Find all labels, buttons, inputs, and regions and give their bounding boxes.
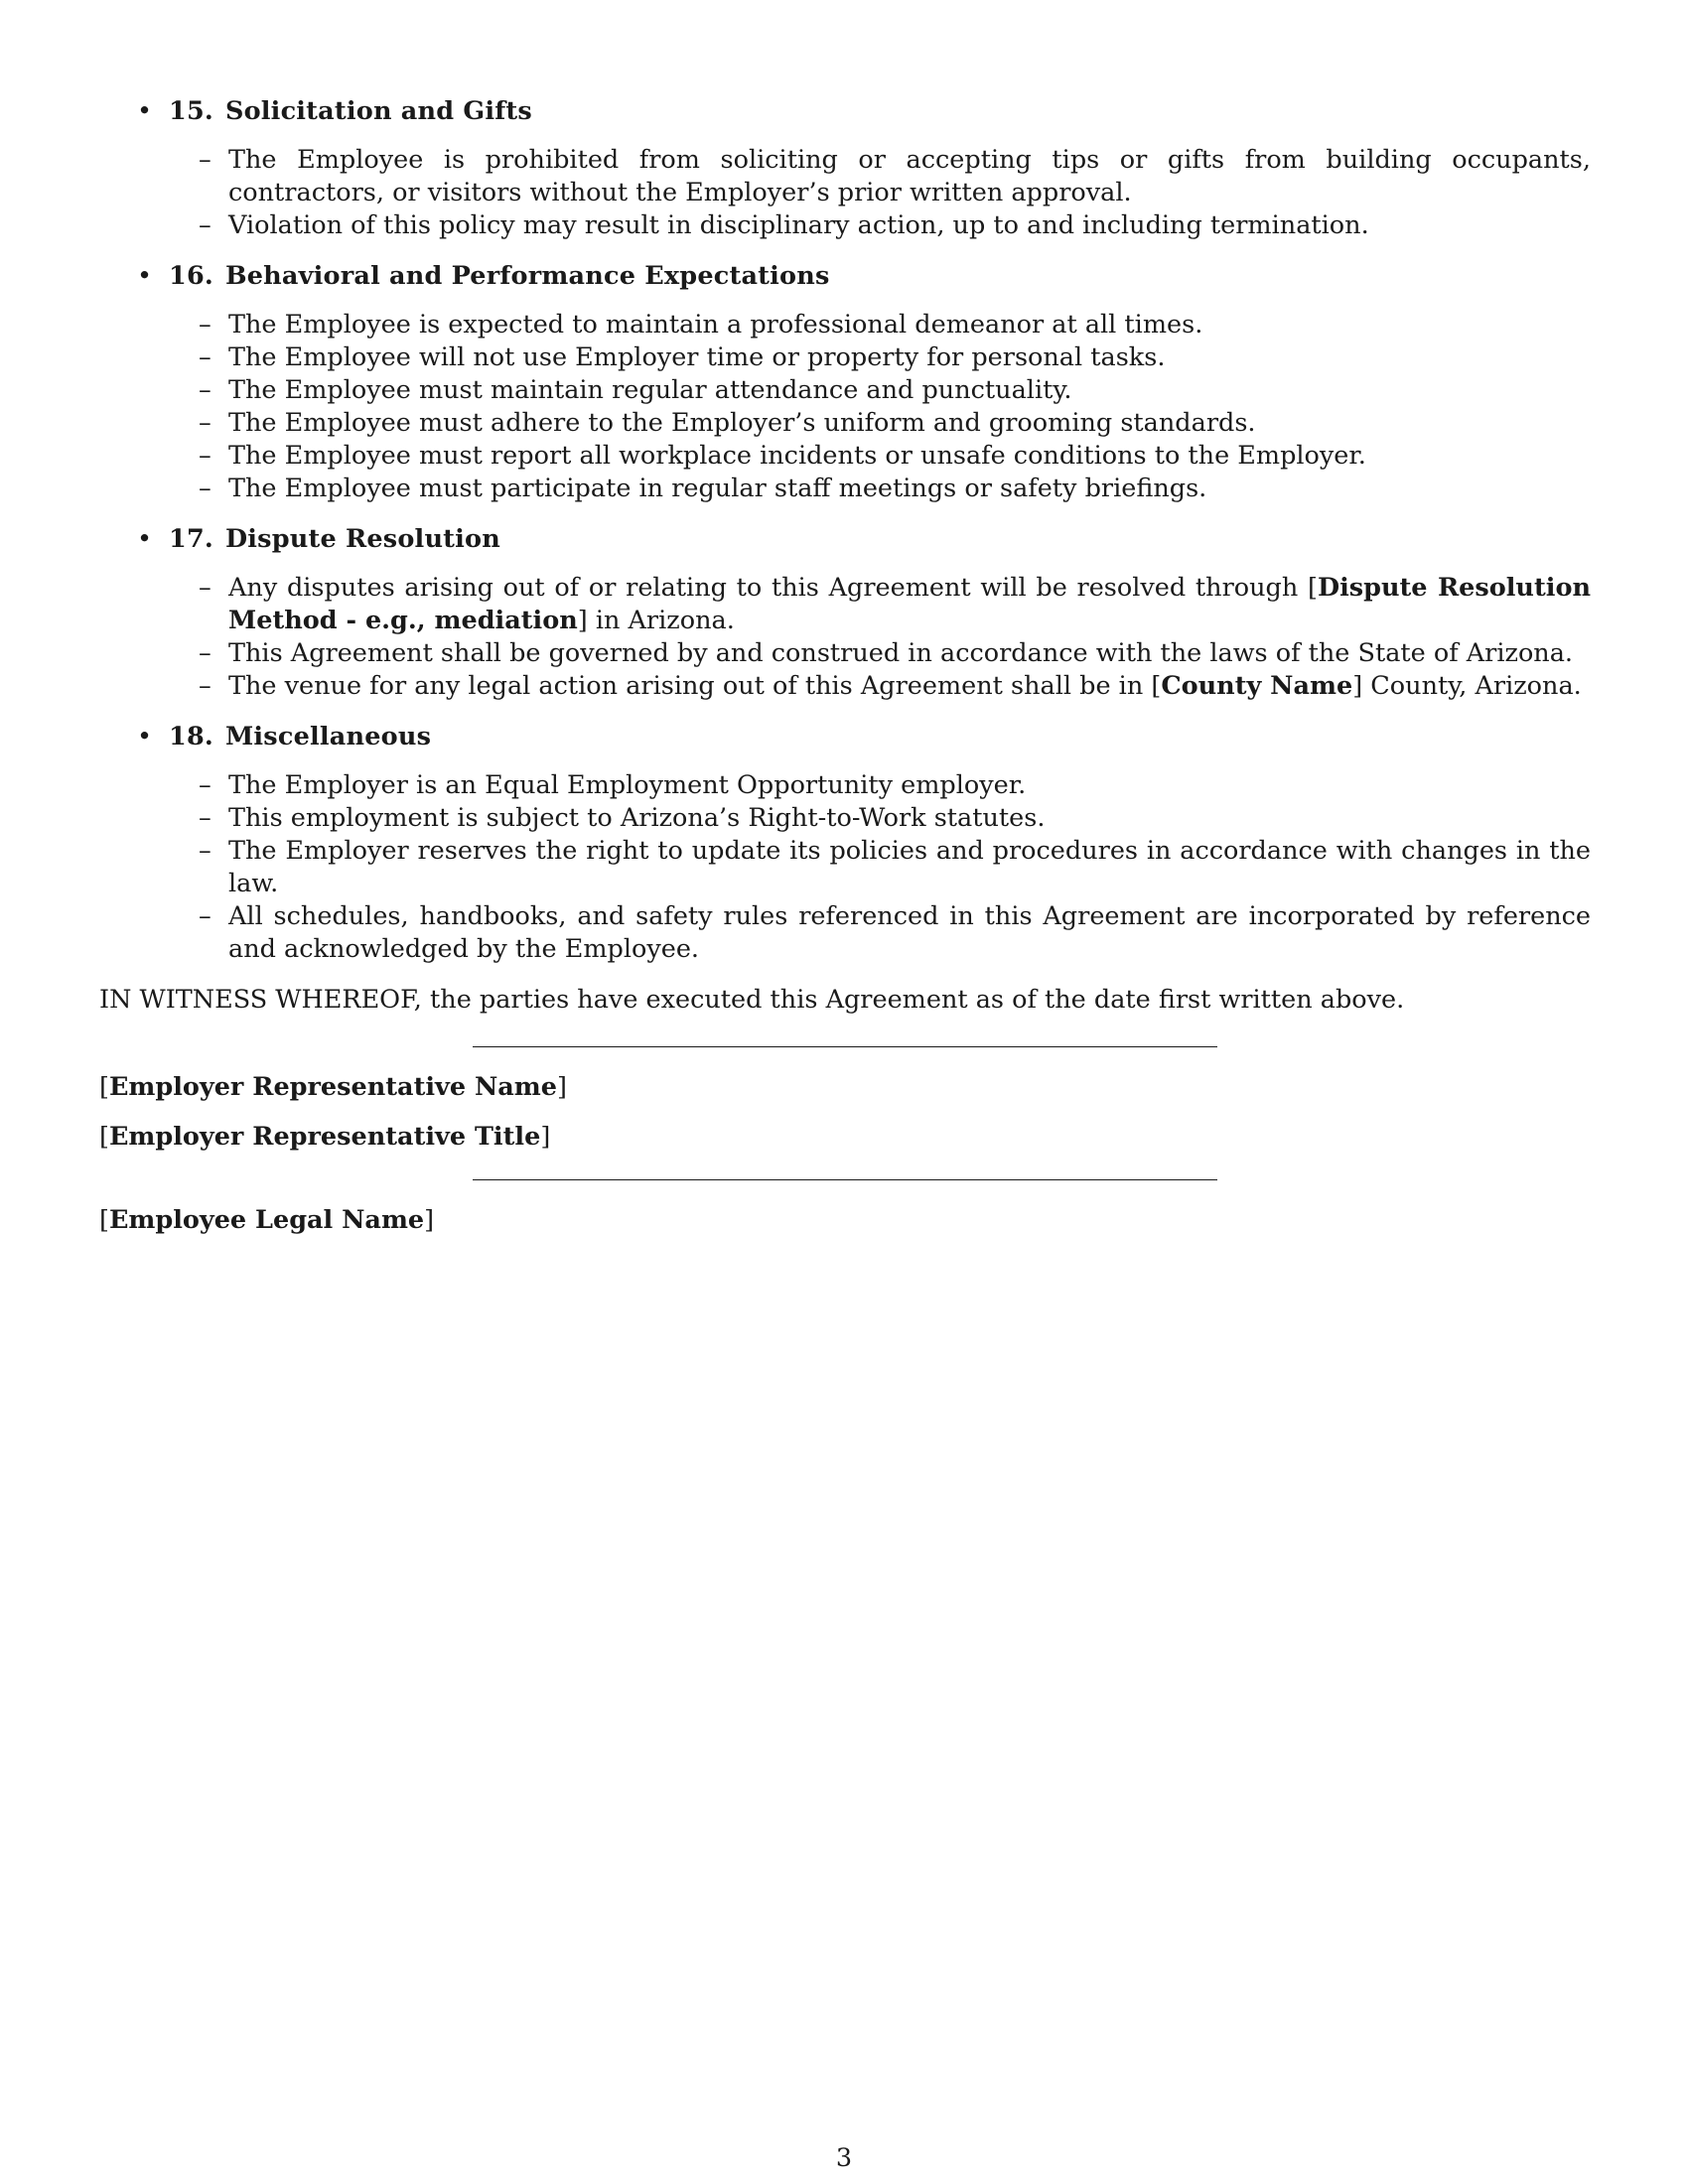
dash-icon: –	[199, 573, 211, 603]
employer-name-field	[99, 1071, 1591, 1104]
clause-item	[99, 341, 1591, 374]
clause-item	[99, 374, 1591, 407]
clause-text: This Agreement shall be governed by and construed in accordance with the laws of the State of Arizona.	[228, 638, 1574, 668]
dash-icon: –	[199, 638, 211, 668]
clause-item	[99, 769, 1591, 802]
close-bracket: ]	[424, 1205, 435, 1235]
clause-item	[99, 900, 1591, 966]
clause-text: Violation of this policy may result in disciplinary action, up to and including termination.	[228, 210, 1369, 240]
dash-icon: –	[199, 210, 211, 240]
dash-icon: –	[199, 671, 211, 701]
clause-text: The Employee must participate in regular staff meetings or safety briefings.	[228, 474, 1207, 503]
section-title: Solicitation and Gifts	[224, 96, 532, 126]
section-heading	[99, 95, 1591, 128]
clause-list	[99, 769, 1591, 966]
clause-item	[99, 407, 1591, 440]
clause-text: ] County, Arizona.	[1352, 671, 1582, 701]
section-number: 18.	[169, 722, 213, 751]
clause-text: Any disputes arising out of or relating to this Agreement will be resolved through [	[228, 573, 1318, 603]
clause-text: This employment is subject to Arizona’s Right-to-Work statutes.	[228, 803, 1046, 833]
section-15	[99, 95, 1591, 242]
bullet-icon: •	[137, 722, 153, 751]
employer-title-field	[99, 1121, 1591, 1154]
clause-text: The Employee must adhere to the Employer’s uniform and grooming standards.	[228, 408, 1256, 438]
section-number: 17.	[169, 524, 213, 554]
section-17	[99, 523, 1591, 703]
section-number: 16.	[169, 261, 213, 291]
open-bracket: [	[99, 1072, 109, 1102]
section-16	[99, 260, 1591, 505]
dash-icon: –	[199, 901, 211, 931]
clause-item	[99, 144, 1591, 209]
clause-list	[99, 309, 1591, 505]
dash-icon: –	[199, 375, 211, 405]
section-title: Miscellaneous	[224, 722, 432, 751]
dash-icon: –	[199, 310, 211, 340]
bullet-icon: •	[137, 96, 153, 126]
dash-icon: –	[199, 145, 211, 175]
dash-icon: –	[199, 474, 211, 503]
employer-name: Employer Representative Name	[108, 1072, 557, 1102]
employer-title: Employer Representative Title	[108, 1122, 541, 1152]
section-heading	[99, 260, 1591, 293]
page-number: 3	[835, 2143, 853, 2173]
clause-text: The Employer reserves the right to update its policies and procedures in accordance with changes in the law.	[228, 836, 1591, 898]
dash-icon: –	[199, 803, 211, 833]
clause-item	[99, 572, 1591, 637]
section-number: 15.	[169, 96, 213, 126]
clause-item	[99, 670, 1591, 703]
close-bracket: ]	[540, 1122, 551, 1152]
clause-text: The Employee will not use Employer time or property for personal tasks.	[228, 342, 1166, 372]
clause-text: All schedules, handbooks, and safety rules referenced in this Agreement are incorporated by reference and acknowledged by the Employee.	[228, 901, 1591, 964]
clause-item	[99, 802, 1591, 835]
section-title: Dispute Resolution	[224, 524, 500, 554]
clause-text: The Employee must maintain regular attendance and punctuality.	[228, 375, 1072, 405]
placeholder-county-name: County Name	[1161, 671, 1353, 701]
clause-text: ] in Arizona.	[577, 606, 735, 635]
open-bracket: [	[99, 1205, 109, 1235]
section-heading	[99, 523, 1591, 556]
clause-text: The Employee is expected to maintain a professional demeanor at all times.	[228, 310, 1203, 340]
clause-item	[99, 440, 1591, 473]
section-18	[99, 721, 1591, 966]
section-title: Behavioral and Performance Expectations	[224, 261, 830, 291]
bullet-icon: •	[137, 261, 153, 291]
employee-name-field	[99, 1204, 1591, 1237]
employee-signature-line	[473, 1179, 1217, 1180]
document-page	[99, 95, 1591, 1254]
bullet-icon: •	[137, 524, 153, 554]
clause-text: The venue for any legal action arising out of this Agreement shall be in [	[228, 671, 1162, 701]
dash-icon: –	[199, 408, 211, 438]
placeholder-dispute-method: Dispute Resolution Method - e.g., mediation	[228, 573, 1591, 635]
witness-statement: IN WITNESS WHEREOF, the parties have executed this Agreement as of the date first written above.	[99, 985, 1405, 1015]
dash-icon: –	[199, 836, 211, 866]
clause-list	[99, 144, 1591, 242]
dash-icon: –	[199, 342, 211, 372]
employee-signature-block	[99, 1204, 1591, 1237]
section-heading	[99, 721, 1591, 753]
dash-icon: –	[199, 770, 211, 800]
employer-signature-block	[99, 1071, 1591, 1154]
clause-item	[99, 835, 1591, 900]
clause-list	[99, 572, 1591, 703]
clause-item	[99, 473, 1591, 505]
clause-text: The Employer is an Equal Employment Opportunity employer.	[228, 770, 1027, 800]
employee-name: Employee Legal Name	[108, 1205, 425, 1235]
clause-item	[99, 209, 1591, 242]
employer-signature-line	[473, 1046, 1217, 1047]
clause-item	[99, 637, 1591, 670]
clause-text: The Employee is prohibited from soliciting or accepting tips or gifts from building occupants, contractors, or visitors without the Employer’s prior written approval.	[228, 145, 1591, 207]
open-bracket: [	[99, 1122, 109, 1152]
close-bracket: ]	[557, 1072, 567, 1102]
clause-item	[99, 309, 1591, 341]
dash-icon: –	[199, 441, 211, 471]
clause-text: The Employee must report all workplace incidents or unsafe conditions to the Employer.	[228, 441, 1366, 471]
